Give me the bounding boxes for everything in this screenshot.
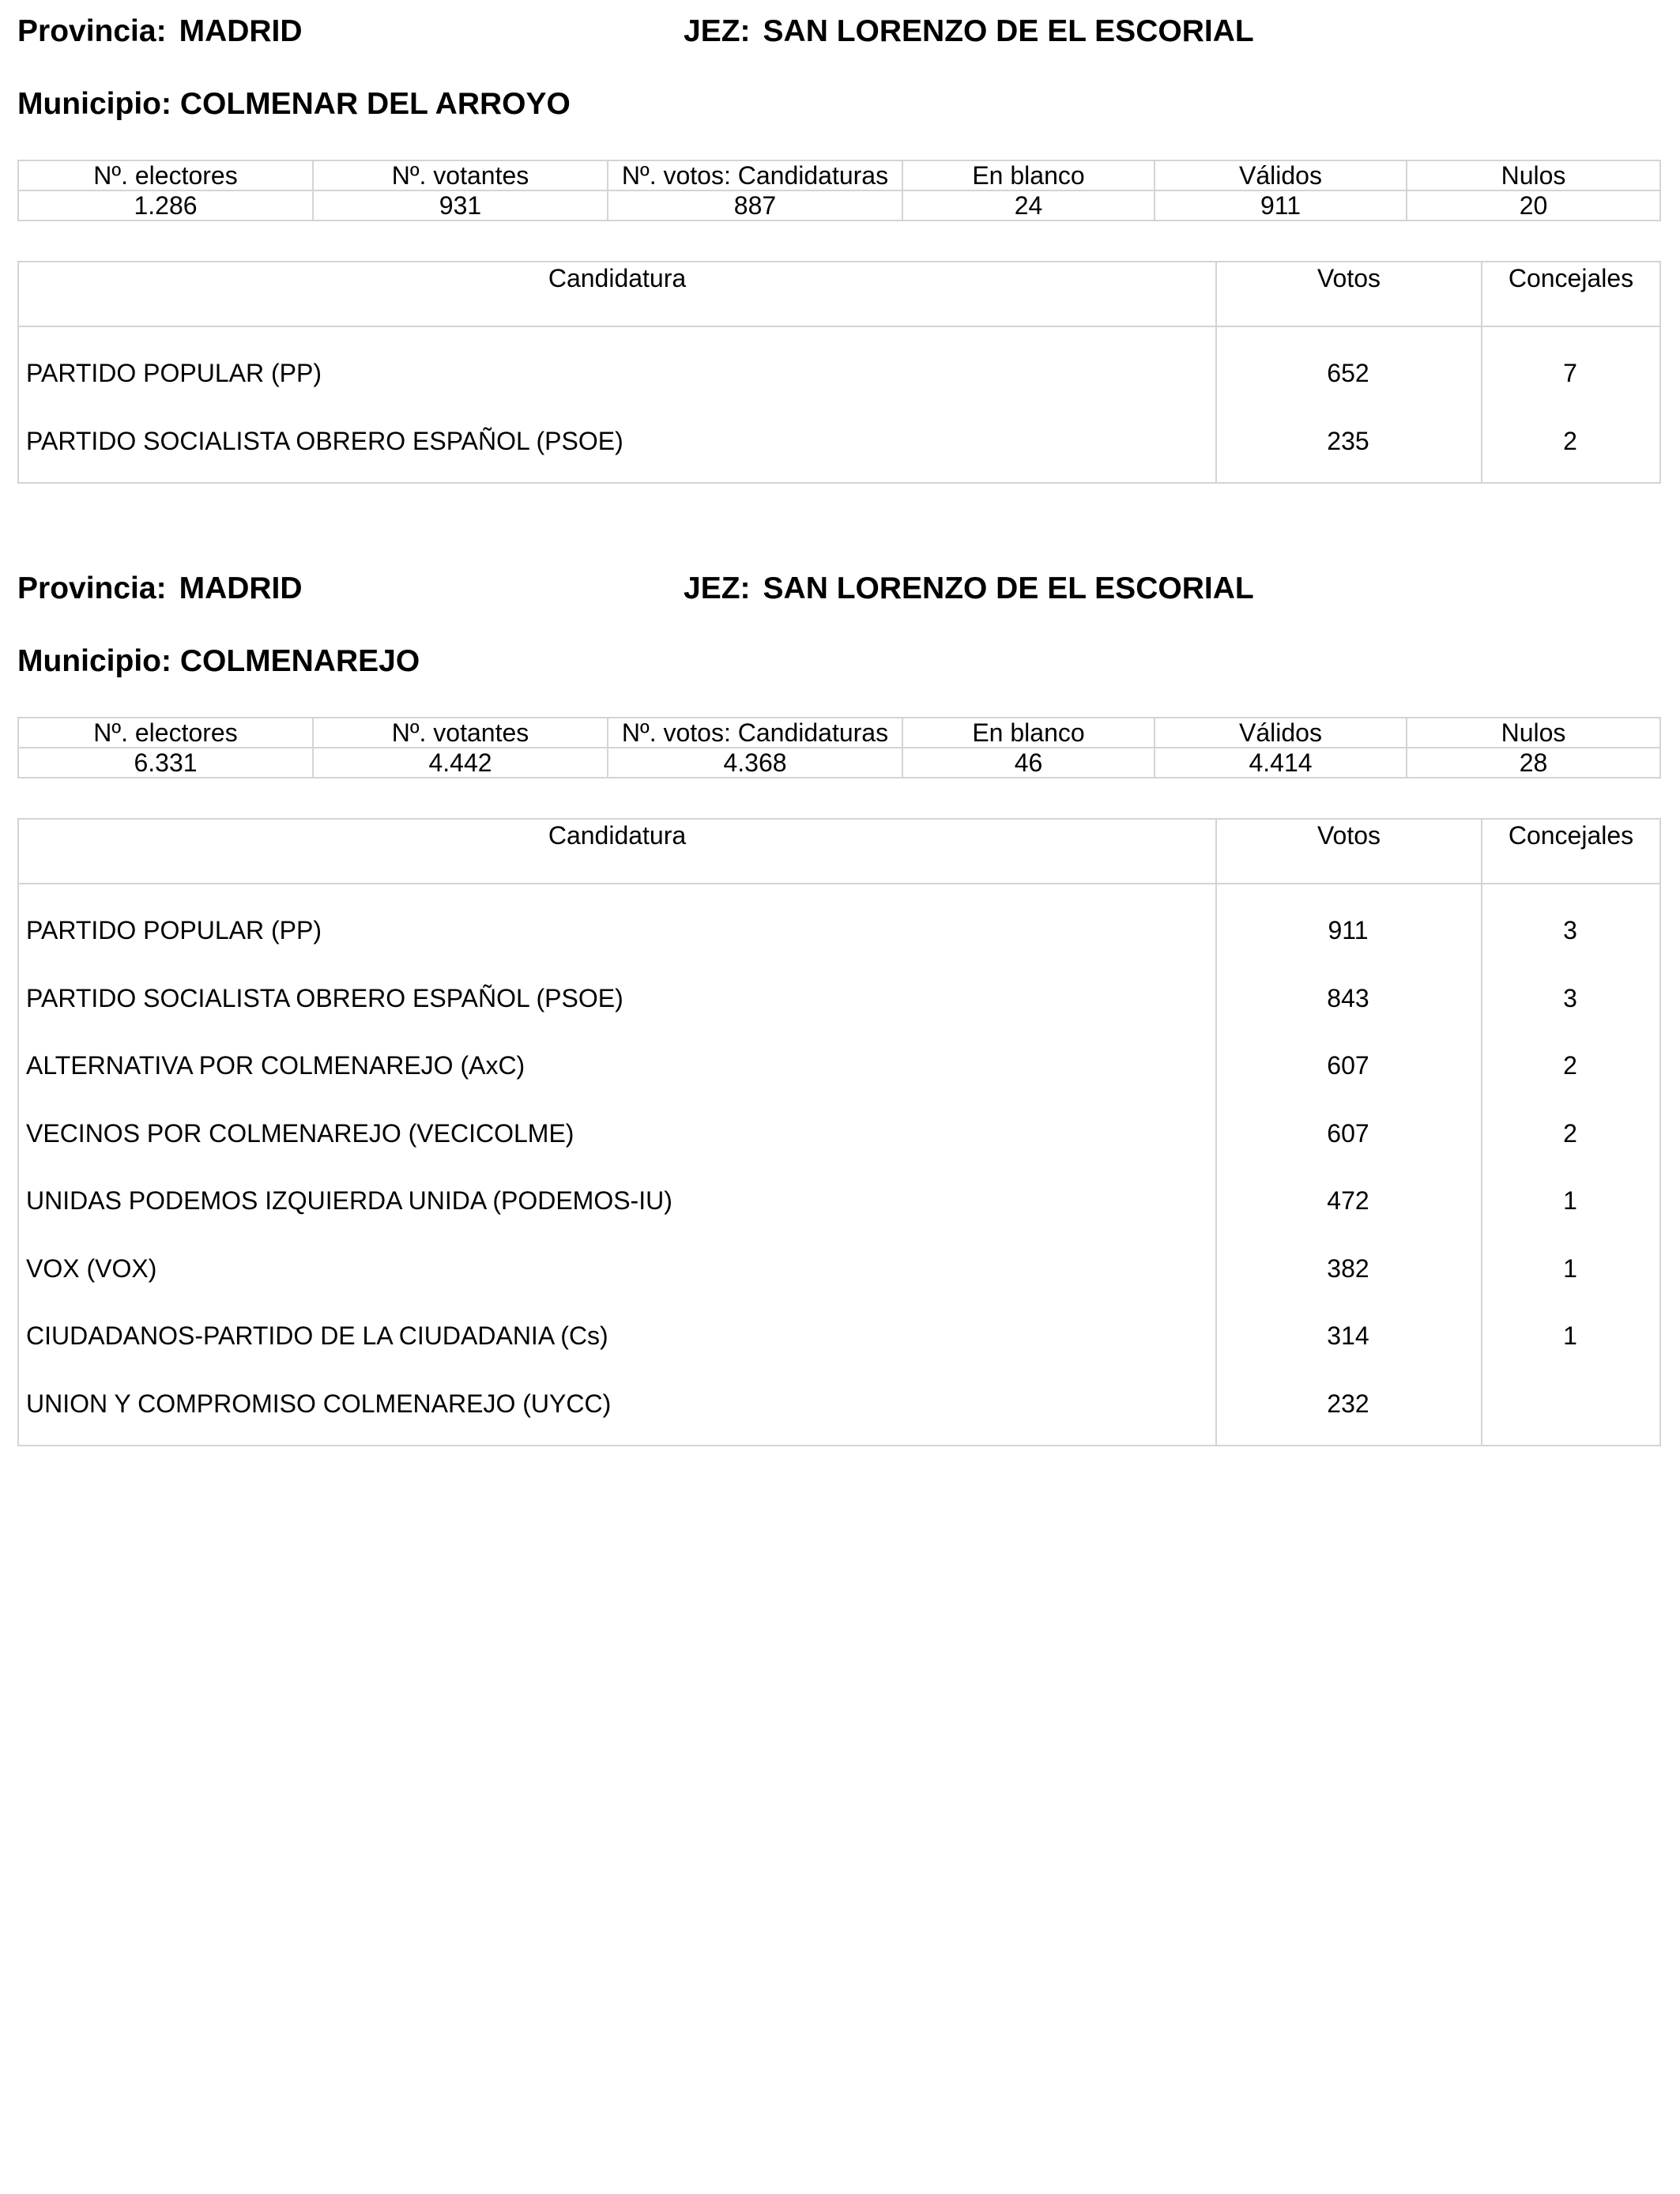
- summary-value: 28: [1407, 748, 1660, 778]
- provincia-heading: [17, 14, 303, 49]
- candidaturas-body: [19, 327, 1659, 482]
- candidatura-votos: 843: [1327, 983, 1369, 1012]
- col-votos: Votos: [1215, 262, 1481, 326]
- candidatura-name: VECINOS POR COLMENAREJO (VECICOLME): [26, 1118, 574, 1148]
- candidaturas-table: [17, 261, 1661, 484]
- provincia-heading: [17, 571, 303, 606]
- summary-header: En blanco: [902, 718, 1155, 748]
- summary-value: 4.442: [313, 748, 608, 778]
- summary-header: Nº. electores: [18, 160, 313, 190]
- provincia-value: MADRID: [179, 14, 303, 48]
- candidatura-concejales: 1: [1563, 1321, 1577, 1350]
- candidatura-concejales: 7: [1563, 359, 1577, 387]
- candidatura-name: UNIDAS PODEMOS IZQUIERDA UNIDA (PODEMOS-IU): [26, 1186, 672, 1215]
- jez-value: SAN LORENZO DE EL ESCORIAL: [763, 14, 1254, 48]
- municipio-label: Municipio:: [17, 644, 171, 678]
- summary-header: En blanco: [902, 160, 1155, 190]
- provincia-label: Provincia:: [17, 571, 167, 605]
- candidatura-concejales: 1: [1563, 1186, 1577, 1215]
- summary-value: 931: [313, 190, 608, 221]
- candidaturas-header: [19, 820, 1659, 884]
- summary-header: Nº. votantes: [313, 718, 608, 748]
- summary-value: 20: [1407, 190, 1660, 221]
- summary-header: Nº. votos: Candidaturas: [608, 160, 902, 190]
- table-row: [19, 409, 1659, 477]
- candidatura-name: PARTIDO POPULAR (PP): [26, 359, 322, 387]
- summary-header: Válidos: [1155, 718, 1407, 748]
- municipio-heading: [17, 644, 420, 679]
- candidatura-votos: 911: [1328, 916, 1369, 944]
- jez-label: JEZ:: [684, 571, 751, 605]
- candidatura-name: PARTIDO POPULAR (PP): [26, 916, 322, 944]
- candidatura-concejales: 3: [1563, 983, 1577, 1012]
- candidatura-name: CIUDADANOS-PARTIDO DE LA CIUDADANIA (Cs): [26, 1321, 608, 1350]
- candidatura-votos: 607: [1327, 1118, 1369, 1148]
- col-votos: Votos: [1215, 820, 1481, 883]
- summary-header: Nº. votantes: [313, 160, 608, 190]
- candidatura-name: PARTIDO SOCIALISTA OBRERO ESPAÑOL (PSOE): [26, 983, 623, 1012]
- summary-value: 911: [1155, 190, 1407, 221]
- summary-table: [17, 160, 1661, 221]
- summary-value-row: [18, 748, 1660, 778]
- summary-table: [17, 717, 1661, 778]
- table-row: [19, 341, 1659, 409]
- candidatura-votos: 607: [1327, 1051, 1369, 1080]
- candidatura-concejales: 1: [1563, 1253, 1577, 1283]
- jez-label: JEZ:: [684, 14, 751, 48]
- candidatura-concejales: 3: [1563, 916, 1577, 944]
- summary-header: Nº. votos: Candidaturas: [608, 718, 902, 748]
- summary-value: 887: [608, 190, 902, 221]
- col-concejales: Concejales: [1481, 820, 1659, 883]
- municipio-value: COLMENAREJO: [179, 644, 420, 678]
- table-row: [19, 1371, 1659, 1439]
- candidatura-name: PARTIDO SOCIALISTA OBRERO ESPAÑOL (PSOE): [26, 426, 623, 455]
- jez-heading: [684, 571, 1254, 606]
- municipio-heading: [17, 87, 571, 122]
- candidatura-concejales: 2: [1563, 426, 1577, 455]
- municipio-label: Municipio:: [17, 87, 171, 121]
- candidatura-votos: 314: [1327, 1321, 1369, 1350]
- summary-value: 4.414: [1155, 748, 1407, 778]
- candidatura-name: VOX (VOX): [26, 1253, 157, 1283]
- summary-value-row: [18, 190, 1660, 221]
- summary-header-row: [18, 160, 1660, 190]
- candidatura-name: UNION Y COMPROMISO COLMENAREJO (UYCC): [26, 1389, 612, 1418]
- summary-header: Válidos: [1155, 160, 1407, 190]
- candidatura-votos: 232: [1327, 1389, 1369, 1418]
- summary-header-row: [18, 718, 1660, 748]
- candidaturas-header: [19, 262, 1659, 327]
- summary-value: 24: [902, 190, 1155, 221]
- summary-header: Nulos: [1407, 718, 1660, 748]
- summary-value: 1.286: [18, 190, 313, 221]
- candidatura-votos: 235: [1327, 426, 1369, 455]
- table-row: [19, 966, 1659, 1034]
- candidatura-votos: 382: [1327, 1253, 1369, 1283]
- candidatura-concejales: 2: [1563, 1118, 1577, 1148]
- table-row: [19, 1101, 1659, 1169]
- table-row: [19, 898, 1659, 966]
- summary-value: 6.331: [18, 748, 313, 778]
- col-concejales: Concejales: [1481, 262, 1659, 326]
- col-candidatura: Candidatura: [548, 821, 687, 850]
- candidatura-votos: 472: [1327, 1186, 1369, 1215]
- table-row: [19, 1236, 1659, 1304]
- summary-value: 4.368: [608, 748, 902, 778]
- table-row: [19, 1033, 1659, 1101]
- candidatura-name: ALTERNATIVA POR COLMENAREJO (AxC): [26, 1051, 525, 1080]
- jez-value: SAN LORENZO DE EL ESCORIAL: [763, 571, 1254, 605]
- candidatura-concejales: 2: [1563, 1051, 1577, 1080]
- summary-header: Nulos: [1407, 160, 1660, 190]
- summary-header: Nº. electores: [18, 718, 313, 748]
- summary-value: 46: [902, 748, 1155, 778]
- provincia-label: Provincia:: [17, 14, 167, 48]
- candidaturas-body: [19, 884, 1659, 1445]
- municipio-value: COLMENAR DEL ARROYO: [179, 87, 571, 121]
- col-candidatura: Candidatura: [548, 264, 687, 292]
- table-row: [19, 1303, 1659, 1371]
- jez-heading: [684, 14, 1254, 49]
- candidaturas-table: [17, 818, 1661, 1446]
- table-row: [19, 1168, 1659, 1236]
- candidatura-votos: 652: [1327, 359, 1369, 387]
- provincia-value: MADRID: [179, 571, 303, 605]
